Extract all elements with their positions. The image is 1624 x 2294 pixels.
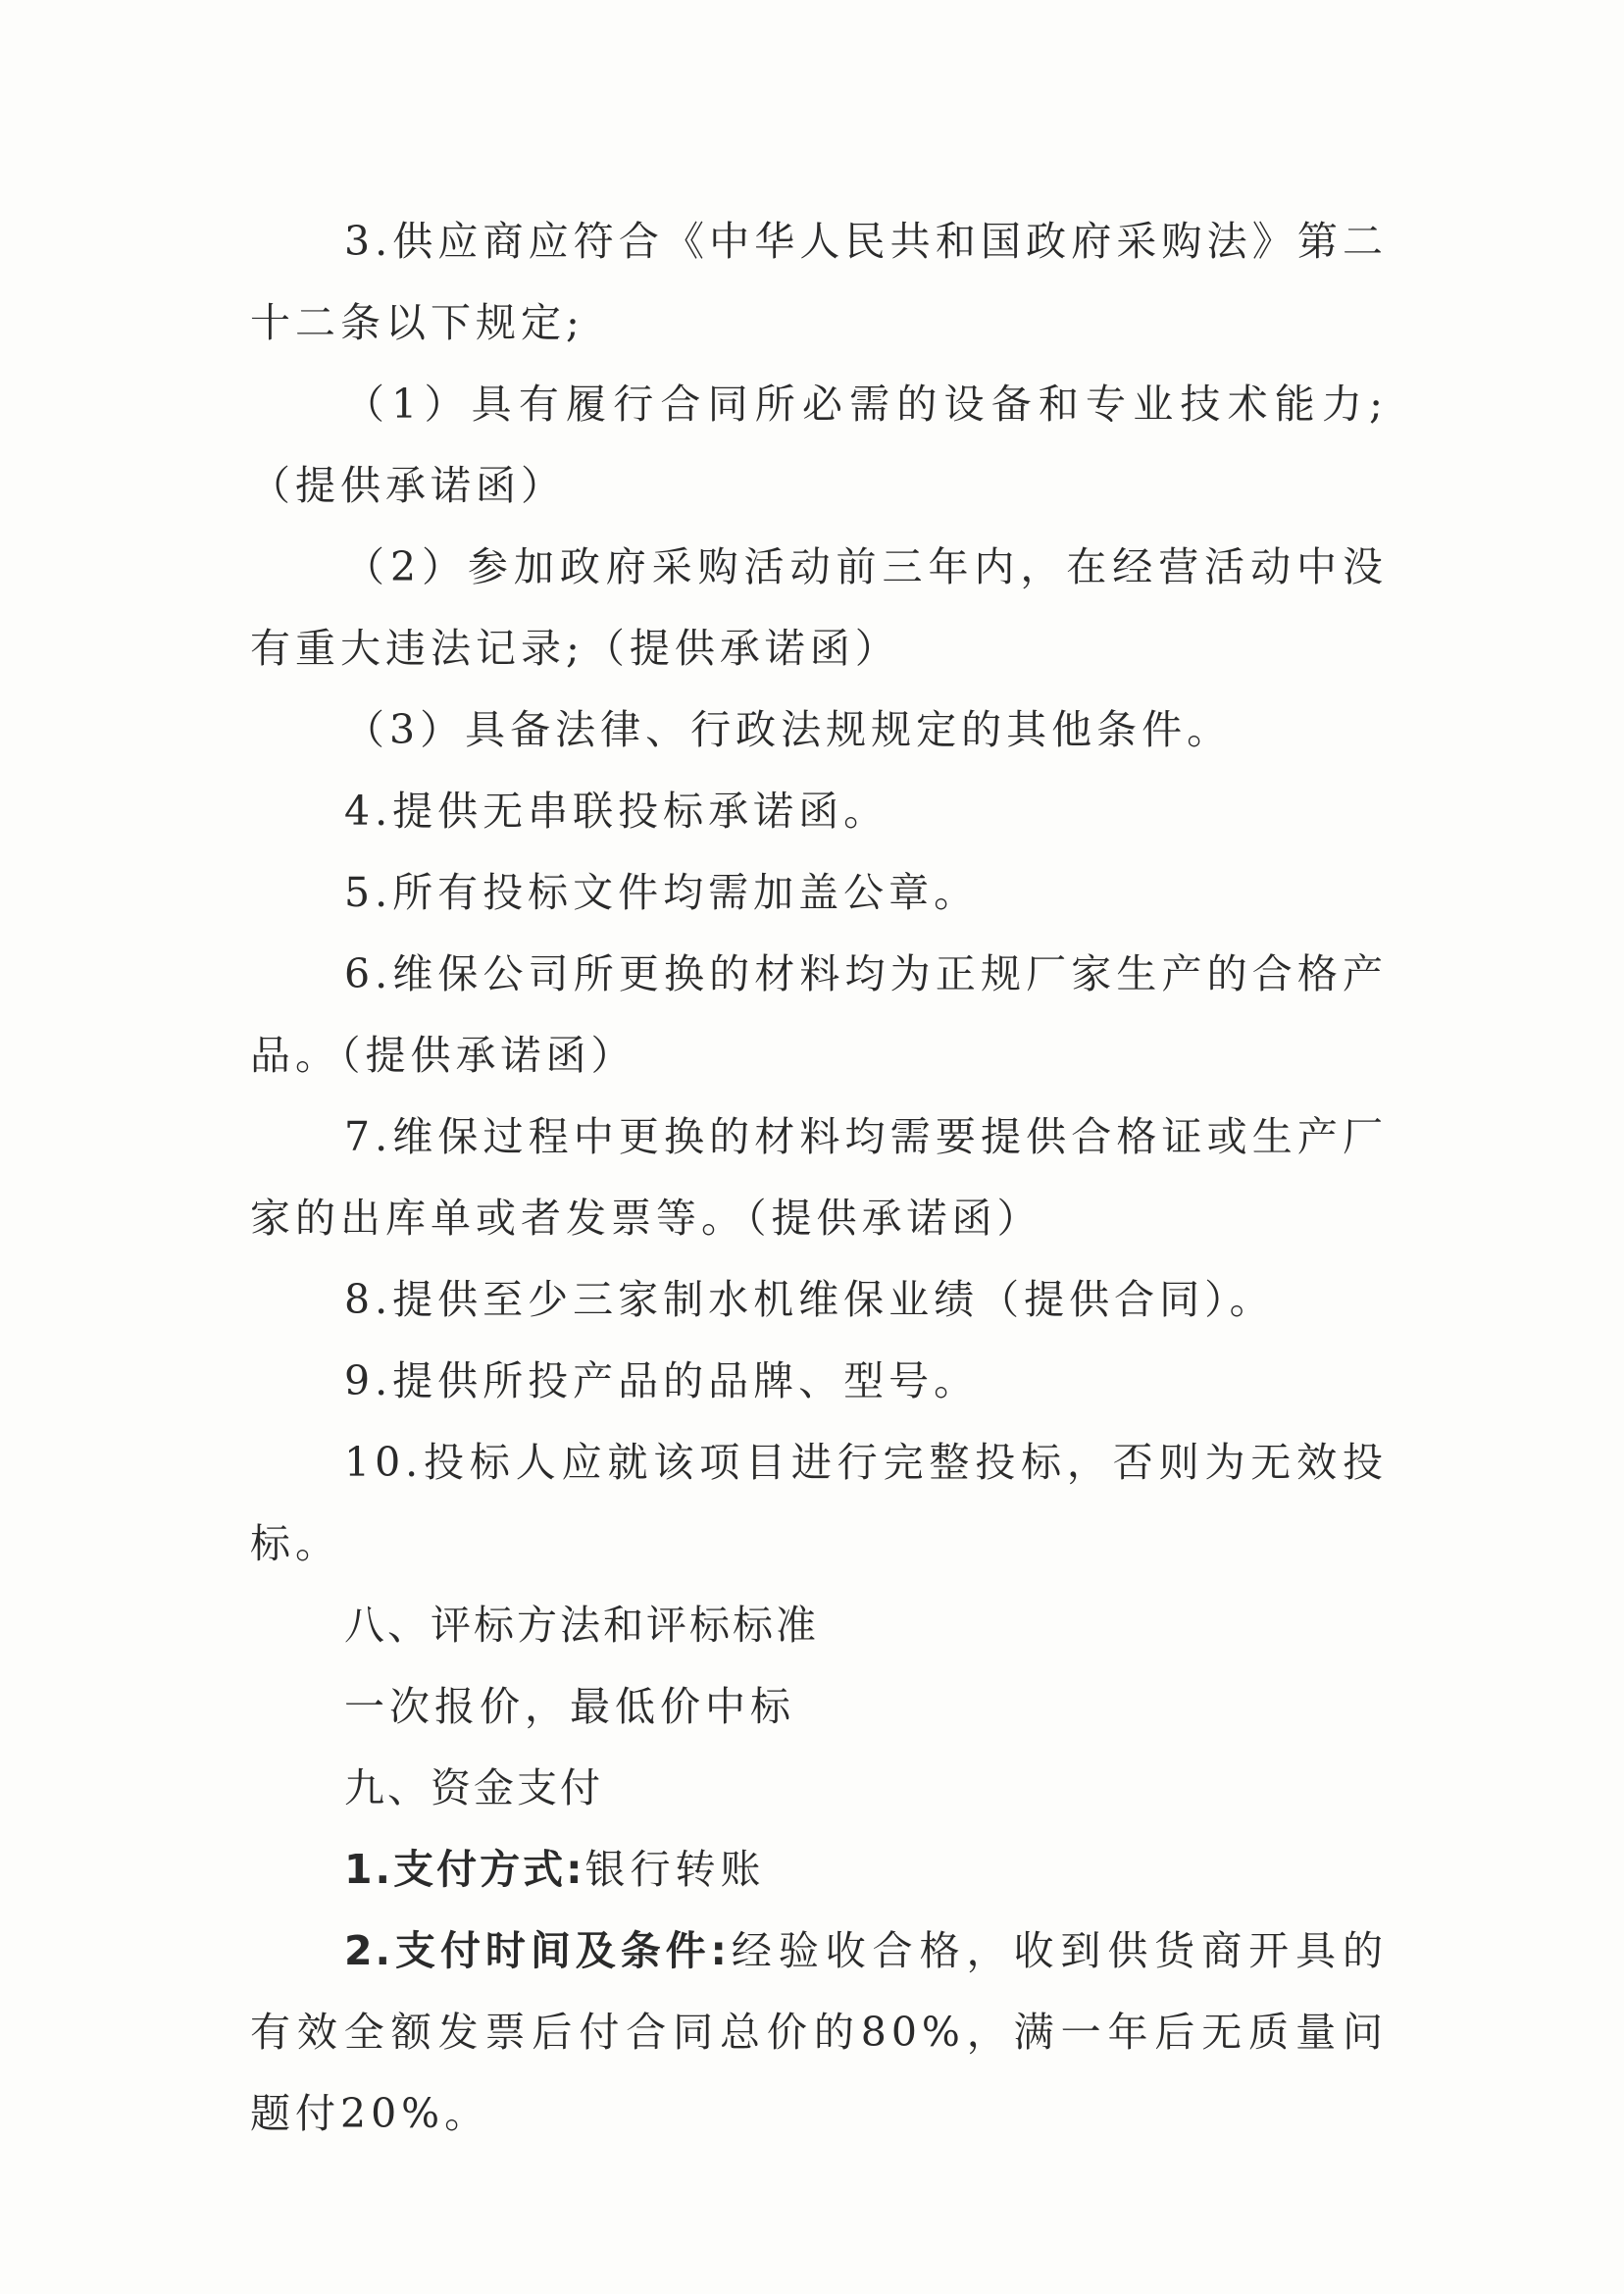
payment-terms-label: 2.支付时间及条件: (344, 1927, 730, 1974)
document-body (250, 201, 1388, 2155)
paragraph-item-9: 9.提供所投产品的品牌、型号。 (344, 1357, 980, 1404)
payment-terms-paragraph (250, 1911, 1388, 2155)
payment-terms-text: 经验收合格，收到供货商开具的有效全额发票后付合同总价的80%，满一年后无质量问题付20%。 (250, 1927, 1388, 2137)
section-8-heading: 八、评标方法和评标标准 (344, 1602, 819, 1649)
section-8-body: 一次报价，最低价中标 (344, 1683, 795, 1730)
section-9-heading: 九、资金支付 (344, 1764, 603, 1811)
payment-method-label: 1.支付方式: (344, 1846, 585, 1893)
paragraph-item-3-3: （3）具备法律、行政法规规定的其他条件。 (344, 706, 1233, 753)
paragraph-item-8: 8.提供至少三家制水机维保业绩（提供合同）。 (344, 1276, 1275, 1323)
paragraph-item-3: 3.供应商应符合《中华人民共和国政府采购法》第二十二条以下规定; (250, 218, 1388, 346)
paragraph-item-4: 4.提供无串联投标承诺函。 (344, 788, 889, 835)
paragraph-item-5: 5.所有投标文件均需加盖公章。 (344, 869, 980, 916)
paragraph-item-10: 10.投标人应就该项目进行完整投标，否则为无效投标。 (250, 1439, 1388, 1567)
payment-method-paragraph (250, 1829, 1388, 1911)
payment-method-text: 银行转账 (584, 1846, 766, 1893)
paragraph-item-7: 7.维保过程中更换的材料均需要提供合格证或生产厂家的出库单或者发票等。（提供承诺函） (250, 1113, 1388, 1242)
paragraph-item-6: 6.维保公司所更换的材料均为正规厂家生产的合格产品。（提供承诺函） (250, 950, 1388, 1079)
paragraph-item-3-2: （2）参加政府采购活动前三年内，在经营活动中没有重大违法记录;（提供承诺函） (250, 543, 1388, 672)
paragraph-item-3-1: （1）具有履行合同所必需的设备和专业技术能力;（提供承诺函） (250, 381, 1388, 509)
